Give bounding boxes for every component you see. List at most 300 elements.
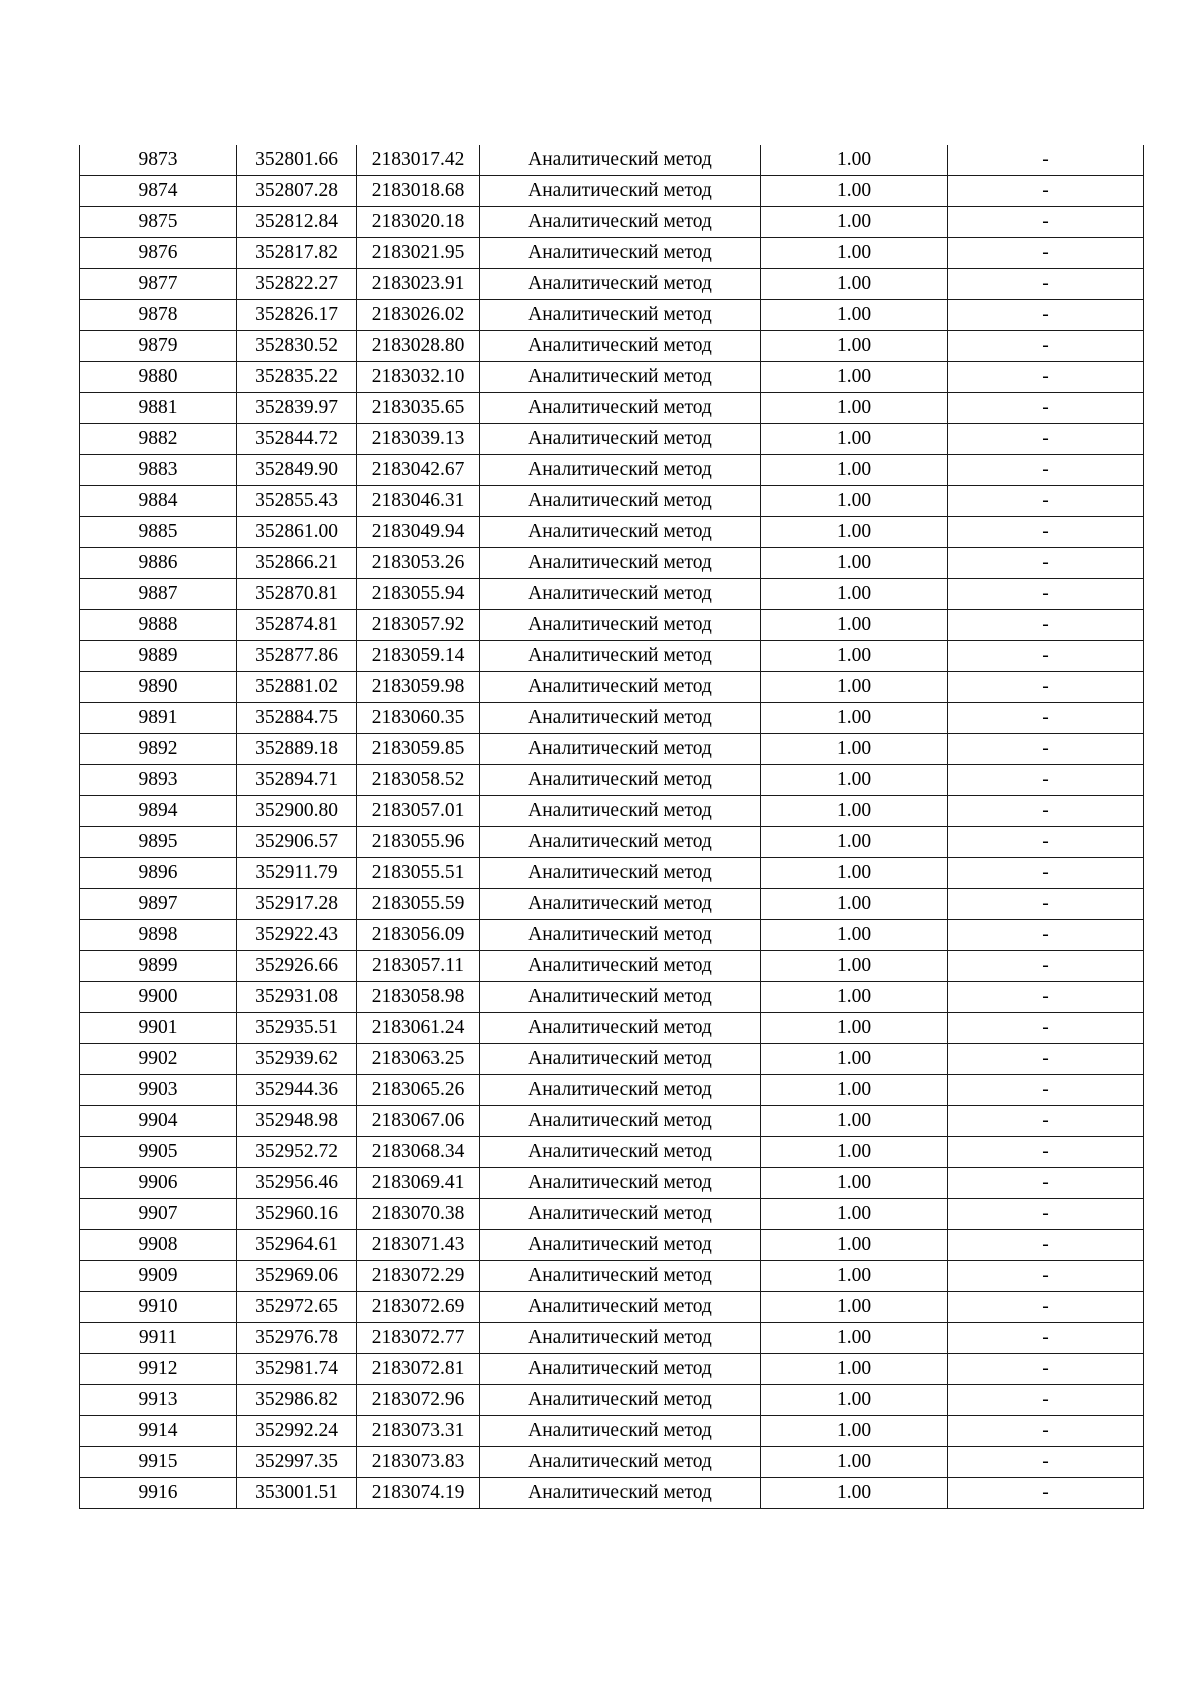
x-coordinate-cell: 352839.97: [237, 393, 357, 424]
method-cell: Аналитический метод: [480, 1447, 761, 1478]
point-number-cell: 9896: [80, 858, 237, 889]
x-coordinate-cell: 352960.16: [237, 1199, 357, 1230]
y-coordinate-cell: 2183057.11: [357, 951, 480, 982]
method-cell: Аналитический метод: [480, 145, 761, 176]
x-coordinate-cell: 352986.82: [237, 1385, 357, 1416]
method-cell: Аналитический метод: [480, 579, 761, 610]
y-coordinate-cell: 2183065.26: [357, 1075, 480, 1106]
point-number-cell: 9887: [80, 579, 237, 610]
description-cell: -: [948, 982, 1144, 1013]
y-coordinate-cell: 2183067.06: [357, 1106, 480, 1137]
description-cell: -: [948, 269, 1144, 300]
accuracy-cell: 1.00: [761, 1416, 948, 1447]
accuracy-cell: 1.00: [761, 455, 948, 486]
point-number-cell: 9911: [80, 1323, 237, 1354]
y-coordinate-cell: 2183059.98: [357, 672, 480, 703]
y-coordinate-cell: 2183073.83: [357, 1447, 480, 1478]
y-coordinate-cell: 2183018.68: [357, 176, 480, 207]
y-coordinate-cell: 2183061.24: [357, 1013, 480, 1044]
point-number-cell: 9890: [80, 672, 237, 703]
description-cell: -: [948, 455, 1144, 486]
accuracy-cell: 1.00: [761, 1292, 948, 1323]
method-cell: Аналитический метод: [480, 1168, 761, 1199]
point-number-cell: 9885: [80, 517, 237, 548]
table-row: [80, 1106, 1144, 1137]
y-coordinate-cell: 2183049.94: [357, 517, 480, 548]
x-coordinate-cell: 352861.00: [237, 517, 357, 548]
description-cell: -: [948, 703, 1144, 734]
table-row: [80, 641, 1144, 672]
accuracy-cell: 1.00: [761, 1044, 948, 1075]
point-number-cell: 9904: [80, 1106, 237, 1137]
table-row: [80, 982, 1144, 1013]
description-cell: -: [948, 362, 1144, 393]
table-row: [80, 1478, 1144, 1509]
y-coordinate-cell: 2183059.85: [357, 734, 480, 765]
method-cell: Аналитический метод: [480, 889, 761, 920]
method-cell: Аналитический метод: [480, 300, 761, 331]
x-coordinate-cell: 352877.86: [237, 641, 357, 672]
y-coordinate-cell: 2183070.38: [357, 1199, 480, 1230]
accuracy-cell: 1.00: [761, 672, 948, 703]
point-number-cell: 9876: [80, 238, 237, 269]
y-coordinate-cell: 2183053.26: [357, 548, 480, 579]
accuracy-cell: 1.00: [761, 889, 948, 920]
y-coordinate-cell: 2183072.96: [357, 1385, 480, 1416]
method-cell: Аналитический метод: [480, 796, 761, 827]
table-row: [80, 610, 1144, 641]
point-number-cell: 9891: [80, 703, 237, 734]
coordinates-table-body: [80, 145, 1144, 1509]
table-row: [80, 455, 1144, 486]
y-coordinate-cell: 2183058.98: [357, 982, 480, 1013]
description-cell: -: [948, 1261, 1144, 1292]
table-row: [80, 1292, 1144, 1323]
point-number-cell: 9894: [80, 796, 237, 827]
point-number-cell: 9884: [80, 486, 237, 517]
accuracy-cell: 1.00: [761, 1013, 948, 1044]
x-coordinate-cell: 352926.66: [237, 951, 357, 982]
accuracy-cell: 1.00: [761, 1447, 948, 1478]
table-row: [80, 1075, 1144, 1106]
accuracy-cell: 1.00: [761, 1106, 948, 1137]
x-coordinate-cell: 352866.21: [237, 548, 357, 579]
y-coordinate-cell: 2183072.77: [357, 1323, 480, 1354]
table-row: [80, 269, 1144, 300]
point-number-cell: 9899: [80, 951, 237, 982]
x-coordinate-cell: 352952.72: [237, 1137, 357, 1168]
description-cell: -: [948, 176, 1144, 207]
point-number-cell: 9883: [80, 455, 237, 486]
accuracy-cell: 1.00: [761, 331, 948, 362]
method-cell: Аналитический метод: [480, 238, 761, 269]
method-cell: Аналитический метод: [480, 362, 761, 393]
accuracy-cell: 1.00: [761, 207, 948, 238]
table-row: [80, 1354, 1144, 1385]
method-cell: Аналитический метод: [480, 672, 761, 703]
x-coordinate-cell: 352844.72: [237, 424, 357, 455]
description-cell: -: [948, 1354, 1144, 1385]
table-row: [80, 858, 1144, 889]
method-cell: Аналитический метод: [480, 1230, 761, 1261]
table-row: [80, 672, 1144, 703]
method-cell: Аналитический метод: [480, 1416, 761, 1447]
table-row: [80, 1323, 1144, 1354]
y-coordinate-cell: 2183072.69: [357, 1292, 480, 1323]
description-cell: -: [948, 1478, 1144, 1509]
description-cell: -: [948, 1230, 1144, 1261]
point-number-cell: 9879: [80, 331, 237, 362]
point-number-cell: 9906: [80, 1168, 237, 1199]
accuracy-cell: 1.00: [761, 517, 948, 548]
table-row: [80, 1137, 1144, 1168]
point-number-cell: 9912: [80, 1354, 237, 1385]
x-coordinate-cell: 352935.51: [237, 1013, 357, 1044]
accuracy-cell: 1.00: [761, 1230, 948, 1261]
method-cell: Аналитический метод: [480, 1044, 761, 1075]
accuracy-cell: 1.00: [761, 300, 948, 331]
table-row: [80, 1199, 1144, 1230]
point-number-cell: 9913: [80, 1385, 237, 1416]
description-cell: -: [948, 1447, 1144, 1478]
y-coordinate-cell: 2183020.18: [357, 207, 480, 238]
point-number-cell: 9916: [80, 1478, 237, 1509]
y-coordinate-cell: 2183021.95: [357, 238, 480, 269]
accuracy-cell: 1.00: [761, 641, 948, 672]
description-cell: -: [948, 734, 1144, 765]
method-cell: Аналитический метод: [480, 207, 761, 238]
x-coordinate-cell: 352874.81: [237, 610, 357, 641]
method-cell: Аналитический метод: [480, 1261, 761, 1292]
method-cell: Аналитический метод: [480, 1478, 761, 1509]
point-number-cell: 9914: [80, 1416, 237, 1447]
point-number-cell: 9888: [80, 610, 237, 641]
description-cell: -: [948, 1044, 1144, 1075]
x-coordinate-cell: 352900.80: [237, 796, 357, 827]
x-coordinate-cell: 352801.66: [237, 145, 357, 176]
accuracy-cell: 1.00: [761, 1323, 948, 1354]
method-cell: Аналитический метод: [480, 827, 761, 858]
point-number-cell: 9901: [80, 1013, 237, 1044]
x-coordinate-cell: 352972.65: [237, 1292, 357, 1323]
x-coordinate-cell: 352894.71: [237, 765, 357, 796]
table-row: [80, 765, 1144, 796]
x-coordinate-cell: 352807.28: [237, 176, 357, 207]
y-coordinate-cell: 2183060.35: [357, 703, 480, 734]
description-cell: -: [948, 1168, 1144, 1199]
x-coordinate-cell: 352817.82: [237, 238, 357, 269]
y-coordinate-cell: 2183058.52: [357, 765, 480, 796]
accuracy-cell: 1.00: [761, 827, 948, 858]
description-cell: -: [948, 331, 1144, 362]
y-coordinate-cell: 2183055.94: [357, 579, 480, 610]
description-cell: -: [948, 1323, 1144, 1354]
point-number-cell: 9895: [80, 827, 237, 858]
point-number-cell: 9877: [80, 269, 237, 300]
y-coordinate-cell: 2183039.13: [357, 424, 480, 455]
description-cell: -: [948, 858, 1144, 889]
method-cell: Аналитический метод: [480, 517, 761, 548]
description-cell: -: [948, 1416, 1144, 1447]
method-cell: Аналитический метод: [480, 1075, 761, 1106]
point-number-cell: 9910: [80, 1292, 237, 1323]
table-row: [80, 703, 1144, 734]
accuracy-cell: 1.00: [761, 982, 948, 1013]
table-row: [80, 1261, 1144, 1292]
description-cell: -: [948, 920, 1144, 951]
method-cell: Аналитический метод: [480, 269, 761, 300]
table-row: [80, 734, 1144, 765]
method-cell: Аналитический метод: [480, 734, 761, 765]
accuracy-cell: 1.00: [761, 145, 948, 176]
x-coordinate-cell: 352997.35: [237, 1447, 357, 1478]
accuracy-cell: 1.00: [761, 269, 948, 300]
x-coordinate-cell: 352881.02: [237, 672, 357, 703]
y-coordinate-cell: 2183074.19: [357, 1478, 480, 1509]
accuracy-cell: 1.00: [761, 610, 948, 641]
point-number-cell: 9897: [80, 889, 237, 920]
method-cell: Аналитический метод: [480, 951, 761, 982]
description-cell: -: [948, 207, 1144, 238]
point-number-cell: 9873: [80, 145, 237, 176]
table-row: [80, 1230, 1144, 1261]
y-coordinate-cell: 2183055.51: [357, 858, 480, 889]
y-coordinate-cell: 2183057.01: [357, 796, 480, 827]
description-cell: -: [948, 1106, 1144, 1137]
point-number-cell: 9892: [80, 734, 237, 765]
table-row: [80, 920, 1144, 951]
method-cell: Аналитический метод: [480, 1106, 761, 1137]
method-cell: Аналитический метод: [480, 548, 761, 579]
accuracy-cell: 1.00: [761, 1199, 948, 1230]
description-cell: -: [948, 1013, 1144, 1044]
description-cell: -: [948, 610, 1144, 641]
table-row: [80, 176, 1144, 207]
accuracy-cell: 1.00: [761, 486, 948, 517]
x-coordinate-cell: 352889.18: [237, 734, 357, 765]
point-number-cell: 9915: [80, 1447, 237, 1478]
description-cell: -: [948, 145, 1144, 176]
y-coordinate-cell: 2183055.59: [357, 889, 480, 920]
x-coordinate-cell: 352922.43: [237, 920, 357, 951]
point-number-cell: 9881: [80, 393, 237, 424]
y-coordinate-cell: 2183068.34: [357, 1137, 480, 1168]
x-coordinate-cell: 352981.74: [237, 1354, 357, 1385]
table-row: [80, 393, 1144, 424]
x-coordinate-cell: 352931.08: [237, 982, 357, 1013]
method-cell: Аналитический метод: [480, 982, 761, 1013]
x-coordinate-cell: 352911.79: [237, 858, 357, 889]
x-coordinate-cell: 352969.06: [237, 1261, 357, 1292]
table-row: [80, 362, 1144, 393]
description-cell: -: [948, 393, 1144, 424]
description-cell: -: [948, 517, 1144, 548]
point-number-cell: 9907: [80, 1199, 237, 1230]
x-coordinate-cell: 352992.24: [237, 1416, 357, 1447]
table-row: [80, 951, 1144, 982]
method-cell: Аналитический метод: [480, 703, 761, 734]
accuracy-cell: 1.00: [761, 1478, 948, 1509]
description-cell: -: [948, 951, 1144, 982]
table-row: [80, 207, 1144, 238]
y-coordinate-cell: 2183055.96: [357, 827, 480, 858]
y-coordinate-cell: 2183017.42: [357, 145, 480, 176]
table-row: [80, 145, 1144, 176]
description-cell: -: [948, 238, 1144, 269]
table-row: [80, 1013, 1144, 1044]
description-cell: -: [948, 641, 1144, 672]
description-cell: -: [948, 300, 1144, 331]
method-cell: Аналитический метод: [480, 1354, 761, 1385]
x-coordinate-cell: 352835.22: [237, 362, 357, 393]
accuracy-cell: 1.00: [761, 951, 948, 982]
description-cell: -: [948, 486, 1144, 517]
description-cell: -: [948, 672, 1144, 703]
accuracy-cell: 1.00: [761, 920, 948, 951]
description-cell: -: [948, 827, 1144, 858]
point-number-cell: 9893: [80, 765, 237, 796]
x-coordinate-cell: 352944.36: [237, 1075, 357, 1106]
accuracy-cell: 1.00: [761, 1137, 948, 1168]
x-coordinate-cell: 352917.28: [237, 889, 357, 920]
method-cell: Аналитический метод: [480, 1385, 761, 1416]
description-cell: -: [948, 579, 1144, 610]
x-coordinate-cell: 352884.75: [237, 703, 357, 734]
y-coordinate-cell: 2183057.92: [357, 610, 480, 641]
x-coordinate-cell: 352964.61: [237, 1230, 357, 1261]
table-row: [80, 238, 1144, 269]
coordinates-table: [79, 145, 1144, 1509]
method-cell: Аналитический метод: [480, 176, 761, 207]
y-coordinate-cell: 2183072.29: [357, 1261, 480, 1292]
point-number-cell: 9902: [80, 1044, 237, 1075]
point-number-cell: 9908: [80, 1230, 237, 1261]
method-cell: Аналитический метод: [480, 486, 761, 517]
point-number-cell: 9874: [80, 176, 237, 207]
method-cell: Аналитический метод: [480, 610, 761, 641]
accuracy-cell: 1.00: [761, 1168, 948, 1199]
method-cell: Аналитический метод: [480, 1199, 761, 1230]
point-number-cell: 9878: [80, 300, 237, 331]
table-row: [80, 486, 1144, 517]
method-cell: Аналитический метод: [480, 455, 761, 486]
point-number-cell: 9905: [80, 1137, 237, 1168]
x-coordinate-cell: 352976.78: [237, 1323, 357, 1354]
x-coordinate-cell: 352822.27: [237, 269, 357, 300]
description-cell: -: [948, 765, 1144, 796]
method-cell: Аналитический метод: [480, 1013, 761, 1044]
accuracy-cell: 1.00: [761, 393, 948, 424]
description-cell: -: [948, 1075, 1144, 1106]
description-cell: -: [948, 548, 1144, 579]
point-number-cell: 9889: [80, 641, 237, 672]
accuracy-cell: 1.00: [761, 703, 948, 734]
accuracy-cell: 1.00: [761, 765, 948, 796]
table-row: [80, 1168, 1144, 1199]
x-coordinate-cell: 352830.52: [237, 331, 357, 362]
x-coordinate-cell: 353001.51: [237, 1478, 357, 1509]
point-number-cell: 9898: [80, 920, 237, 951]
y-coordinate-cell: 2183028.80: [357, 331, 480, 362]
method-cell: Аналитический метод: [480, 765, 761, 796]
table-row: [80, 1416, 1144, 1447]
y-coordinate-cell: 2183073.31: [357, 1416, 480, 1447]
table-row: [80, 300, 1144, 331]
x-coordinate-cell: 352956.46: [237, 1168, 357, 1199]
description-cell: -: [948, 1199, 1144, 1230]
point-number-cell: 9880: [80, 362, 237, 393]
method-cell: Аналитический метод: [480, 641, 761, 672]
point-number-cell: 9875: [80, 207, 237, 238]
point-number-cell: 9909: [80, 1261, 237, 1292]
table-row: [80, 1044, 1144, 1075]
table-row: [80, 827, 1144, 858]
description-cell: -: [948, 889, 1144, 920]
accuracy-cell: 1.00: [761, 176, 948, 207]
point-number-cell: 9903: [80, 1075, 237, 1106]
accuracy-cell: 1.00: [761, 238, 948, 269]
y-coordinate-cell: 2183032.10: [357, 362, 480, 393]
x-coordinate-cell: 352826.17: [237, 300, 357, 331]
y-coordinate-cell: 2183063.25: [357, 1044, 480, 1075]
description-cell: -: [948, 1385, 1144, 1416]
table-row: [80, 1385, 1144, 1416]
method-cell: Аналитический метод: [480, 920, 761, 951]
description-cell: -: [948, 1292, 1144, 1323]
method-cell: Аналитический метод: [480, 858, 761, 889]
y-coordinate-cell: 2183059.14: [357, 641, 480, 672]
y-coordinate-cell: 2183046.31: [357, 486, 480, 517]
y-coordinate-cell: 2183026.02: [357, 300, 480, 331]
x-coordinate-cell: 352812.84: [237, 207, 357, 238]
table-row: [80, 548, 1144, 579]
y-coordinate-cell: 2183069.41: [357, 1168, 480, 1199]
method-cell: Аналитический метод: [480, 393, 761, 424]
method-cell: Аналитический метод: [480, 424, 761, 455]
x-coordinate-cell: 352849.90: [237, 455, 357, 486]
x-coordinate-cell: 352870.81: [237, 579, 357, 610]
accuracy-cell: 1.00: [761, 362, 948, 393]
accuracy-cell: 1.00: [761, 1075, 948, 1106]
method-cell: Аналитический метод: [480, 1323, 761, 1354]
method-cell: Аналитический метод: [480, 1137, 761, 1168]
table-row: [80, 889, 1144, 920]
x-coordinate-cell: 352939.62: [237, 1044, 357, 1075]
accuracy-cell: 1.00: [761, 796, 948, 827]
y-coordinate-cell: 2183035.65: [357, 393, 480, 424]
method-cell: Аналитический метод: [480, 331, 761, 362]
point-number-cell: 9900: [80, 982, 237, 1013]
table-row: [80, 1447, 1144, 1478]
table-row: [80, 796, 1144, 827]
y-coordinate-cell: 2183072.81: [357, 1354, 480, 1385]
description-cell: -: [948, 1137, 1144, 1168]
x-coordinate-cell: 352906.57: [237, 827, 357, 858]
point-number-cell: 9886: [80, 548, 237, 579]
y-coordinate-cell: 2183023.91: [357, 269, 480, 300]
accuracy-cell: 1.00: [761, 548, 948, 579]
accuracy-cell: 1.00: [761, 734, 948, 765]
accuracy-cell: 1.00: [761, 1354, 948, 1385]
table-row: [80, 424, 1144, 455]
table-row: [80, 331, 1144, 362]
accuracy-cell: 1.00: [761, 424, 948, 455]
y-coordinate-cell: 2183042.67: [357, 455, 480, 486]
description-cell: -: [948, 424, 1144, 455]
accuracy-cell: 1.00: [761, 1385, 948, 1416]
y-coordinate-cell: 2183071.43: [357, 1230, 480, 1261]
description-cell: -: [948, 796, 1144, 827]
